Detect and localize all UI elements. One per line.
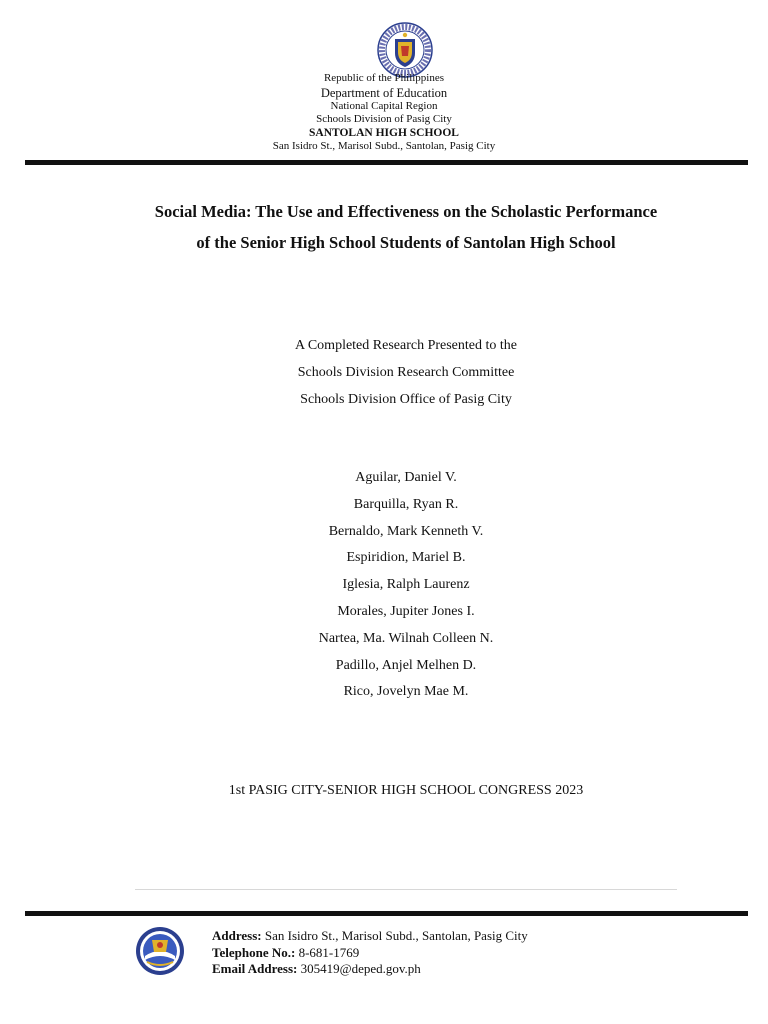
footer-thin-divider (135, 889, 677, 890)
header-division: Schools Division of Pasig City (316, 113, 452, 125)
author-name: Aguilar, Daniel V. (355, 470, 457, 485)
author-name: Barquilla, Ryan R. (353, 496, 459, 512)
footer-address-value: San Isidro St., Marisol Subd., Santolan, Pasig City (264, 928, 528, 943)
header-department: Department of Education (320, 85, 448, 100)
school-seal-logo (135, 926, 185, 976)
author-name: Morales, Jupiter Jones I. (337, 603, 475, 619)
footer-email-value: 305419@deped.gov.ph (300, 961, 421, 976)
footer-divider (25, 911, 748, 916)
author-name: Nartea, Ma. Wilnah Colleen N. (318, 630, 494, 646)
congress-label: 1st PASIG CITY-SENIOR HIGH SCHOOL CONGRESS 2023 (228, 783, 584, 798)
header-region: National Capital Region (330, 99, 438, 112)
author-name: Rico, Jovelyn Mae M. (343, 684, 469, 700)
presented-to-block (0, 332, 768, 413)
author-name: Espiridion, Mariel B. (346, 550, 466, 566)
header-school-name: SANTOLAN HIGH SCHOOL (309, 126, 459, 139)
footer-address-line (212, 928, 528, 945)
title-line-1: Social Media: The Use and Effectiveness on the Scholastic Performance (154, 202, 658, 221)
footer-telephone-label: Telephone No.: (212, 944, 296, 960)
author-name: Padillo, Anjel Melhen D. (335, 657, 477, 673)
header-school-address: San Isidro St., Marisol Subd., Santolan, Pasig City (272, 140, 496, 152)
footer-address-label: Address: (212, 928, 262, 943)
letterhead (0, 72, 768, 154)
presented-line-1: A Completed Research Presented to the (295, 338, 517, 353)
presented-line-3: Schools Division Office of Pasig City (300, 392, 512, 407)
title-line-2: of the Senior High School Students of Santolan High School (196, 233, 616, 252)
footer-contact (212, 928, 528, 978)
header-republic: Republic of the Philippines (323, 72, 445, 84)
footer-email-line (212, 961, 528, 978)
header-divider (25, 160, 748, 165)
footer-telephone-value: 8-681-1769 (298, 944, 360, 960)
author-list (0, 465, 768, 706)
author-name: Iglesia, Ralph Laurenz (342, 577, 470, 593)
footer-email-label: Email Address: (212, 961, 298, 976)
author-name: Bernaldo, Mark Kenneth V. (328, 523, 484, 539)
presented-line-2: Schools Division Research Committee (297, 365, 515, 380)
deped-seal-logo (377, 22, 433, 78)
footer-telephone-line (212, 945, 528, 962)
research-title (0, 196, 768, 258)
